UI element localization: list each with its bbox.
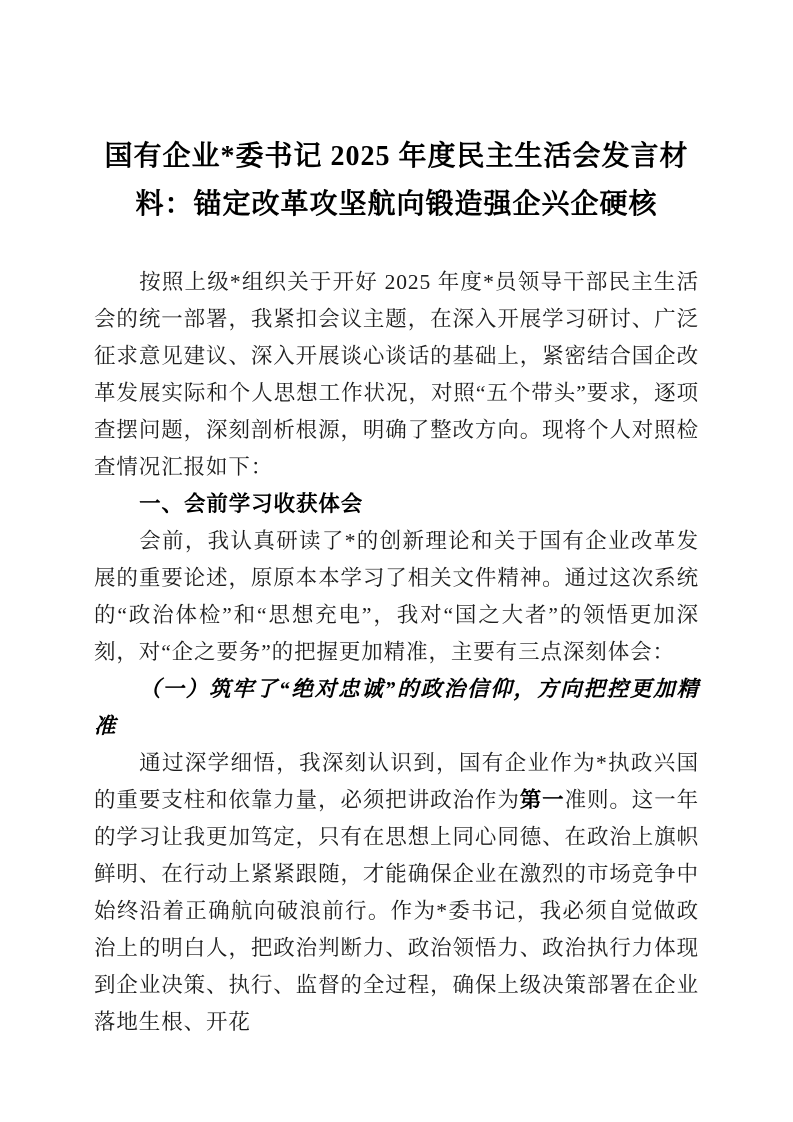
section-1-heading: 一、会前学习收获体会: [139, 492, 364, 516]
subsection-1-paragraph: [94, 745, 699, 1041]
subsection-1-heading: （一）筑牢了“绝对忠诚”的政治信仰，方向把控更加精准: [94, 677, 699, 738]
intro-paragraph: 按照上级*组织关于开好 2025 年度*员领导干部民主生活会的统一部署，我紧扣会议主题，在深入开展学习研讨、广泛征求意见建议、深入开展谈心谈话的基础上，紧密结合国企改革发展实际和个人思想工作状况，对照“五个带头”要求，逐项查摆问题，深刻剖析根源，明确了整改方向。现将个人对照检查情况汇报如下：: [94, 270, 699, 479]
section-1-lead-paragraph: 会前，我认真研读了*的创新理论和关于国有企业改革发展的重要论述，原原本本学习了相关文件精神。通过这次系统的“政治体检”和“思想充电”，我对“国之大者”的领悟更加深刻，对“企之要务”的把握更加精准，主要有三点深刻体会：: [94, 529, 699, 664]
subsection-1-paragraph-text-before: 通过深学细悟，我深刻认识到，国有企业作为*执政兴国的重要支柱和依靠力量，必须把讲政治作为: [94, 751, 699, 812]
document-title: 国有企业*委书记 2025 年度民主生活会发言材料：锚定改革攻坚航向锻造强企兴企硬核: [104, 141, 689, 220]
document-body: [94, 264, 699, 1041]
subsection-1-paragraph-text-after: 准则。这一年的学习让我更加笃定，只有在思想上同心同德、在政治上旗帜鲜明、在行动上紧紧跟随，才能确保企业在激烈的市场竞争中始终沿着正确航向破浪前行。作为*委书记，我必须自觉做政治上的明白人，把政治判断力、政治领悟力、政治执行力体现到企业决策、执行、监督的全过程，确保上级决策部署在企业落地生根、开花: [94, 788, 699, 1034]
subsection-1-paragraph-bold-phrase: 第一: [519, 788, 565, 812]
